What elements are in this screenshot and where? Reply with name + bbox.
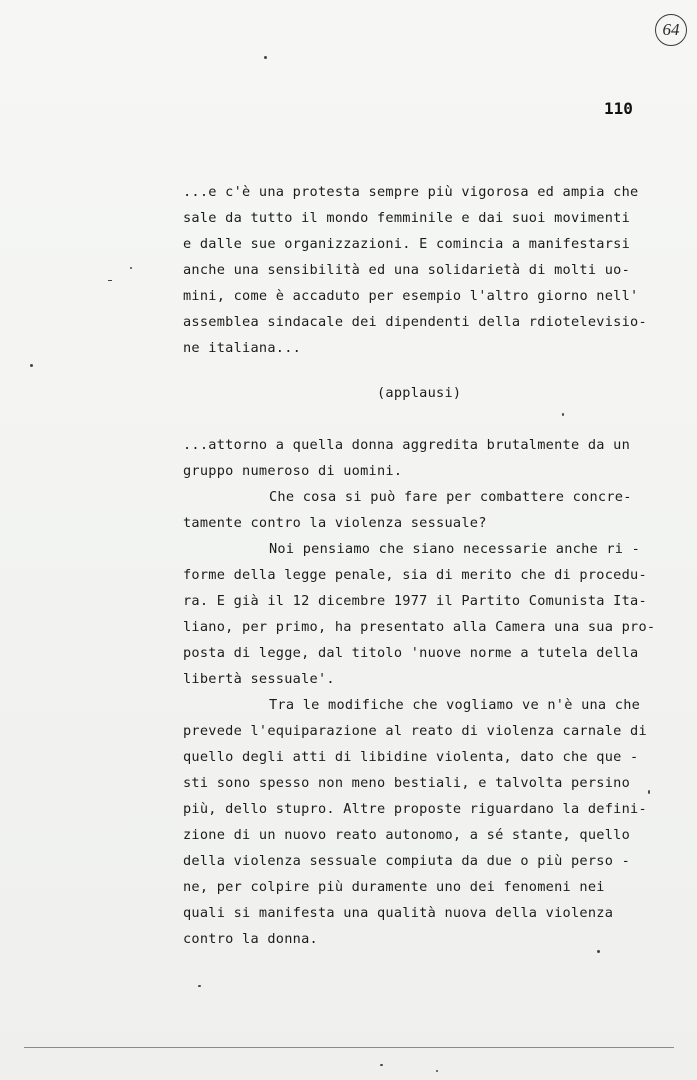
- text-line: quali si manifesta una qualità nuova della violenza: [183, 905, 614, 921]
- text-line: anche una sensibilità ed una solidarietà di molti uo-: [183, 262, 631, 278]
- applause-note: (applausi): [377, 385, 462, 401]
- text-line: forme della legge penale, sia di merito che di procedu-: [183, 567, 647, 583]
- text-line: Che cosa si può fare per combattere concre-: [269, 489, 632, 505]
- page-number: 110: [604, 99, 633, 118]
- text-line: libertà sessuale'.: [183, 671, 335, 687]
- scan-speck: [30, 364, 33, 367]
- text-line: assemblea sindacale dei dipendenti della rdiotelevisio-: [183, 314, 647, 330]
- text-line: ...attorno a quella donna aggredita brutalmente da un: [183, 437, 631, 453]
- scan-speck: [562, 413, 564, 416]
- scan-speck: [198, 985, 201, 987]
- scan-speck: [380, 1064, 383, 1066]
- scan-speck: [597, 950, 600, 953]
- scan-speck: [130, 267, 132, 269]
- text-line: mini, come è accaduto per esempio l'altro giorno nell': [183, 288, 639, 304]
- text-line: ne italiana...: [183, 340, 302, 356]
- text-line: quello degli atti di libidine violenta, dato che que -: [183, 749, 639, 765]
- scan-speck: [108, 280, 112, 281]
- text-line: sti sono spesso non meno bestiali, e talvolta persino: [183, 775, 631, 791]
- text-line: e dalle sue organizzazioni. E comincia a manifestarsi: [183, 236, 631, 252]
- text-line: contro la donna.: [183, 931, 318, 947]
- archive-page-number: 64: [655, 14, 687, 46]
- text-line: più, dello stupro. Altre proposte riguardano la defini-: [183, 801, 647, 817]
- text-line: Tra le modifiche che vogliamo ve n'è una che: [269, 697, 641, 713]
- scan-speck: [436, 1070, 438, 1072]
- text-line: zione di un nuovo reato autonomo, a sé stante, quello: [183, 827, 631, 843]
- text-line: prevede l'equiparazione al reato di violenza carnale di: [183, 723, 647, 739]
- text-line: liano, per primo, ha presentato alla Camera una sua pro-: [183, 619, 656, 635]
- text-line: ...e c'è una protesta sempre più vigorosa ed ampia che: [183, 184, 639, 200]
- text-line: della violenza sessuale compiuta da due o più perso -: [183, 853, 631, 869]
- text-line: sale da tutto il mondo femminile e dai suoi movimenti: [183, 210, 631, 226]
- text-line: ne, per colpire più duramente uno dei fenomeni nei: [183, 879, 605, 895]
- scan-speck: [264, 56, 267, 59]
- page-bottom-rule: [24, 1047, 674, 1048]
- text-line: ra. E già il 12 dicembre 1977 il Partito Comunista Ita-: [183, 593, 647, 609]
- text-line: posta di legge, dal titolo 'nuove norme a tutela della: [183, 645, 639, 661]
- text-line: Noi pensiamo che siano necessarie anche ri -: [269, 541, 641, 557]
- text-line: gruppo numeroso di uomini.: [183, 463, 403, 479]
- text-line: tamente contro la violenza sessuale?: [183, 515, 487, 531]
- scan-speck: [648, 790, 650, 794]
